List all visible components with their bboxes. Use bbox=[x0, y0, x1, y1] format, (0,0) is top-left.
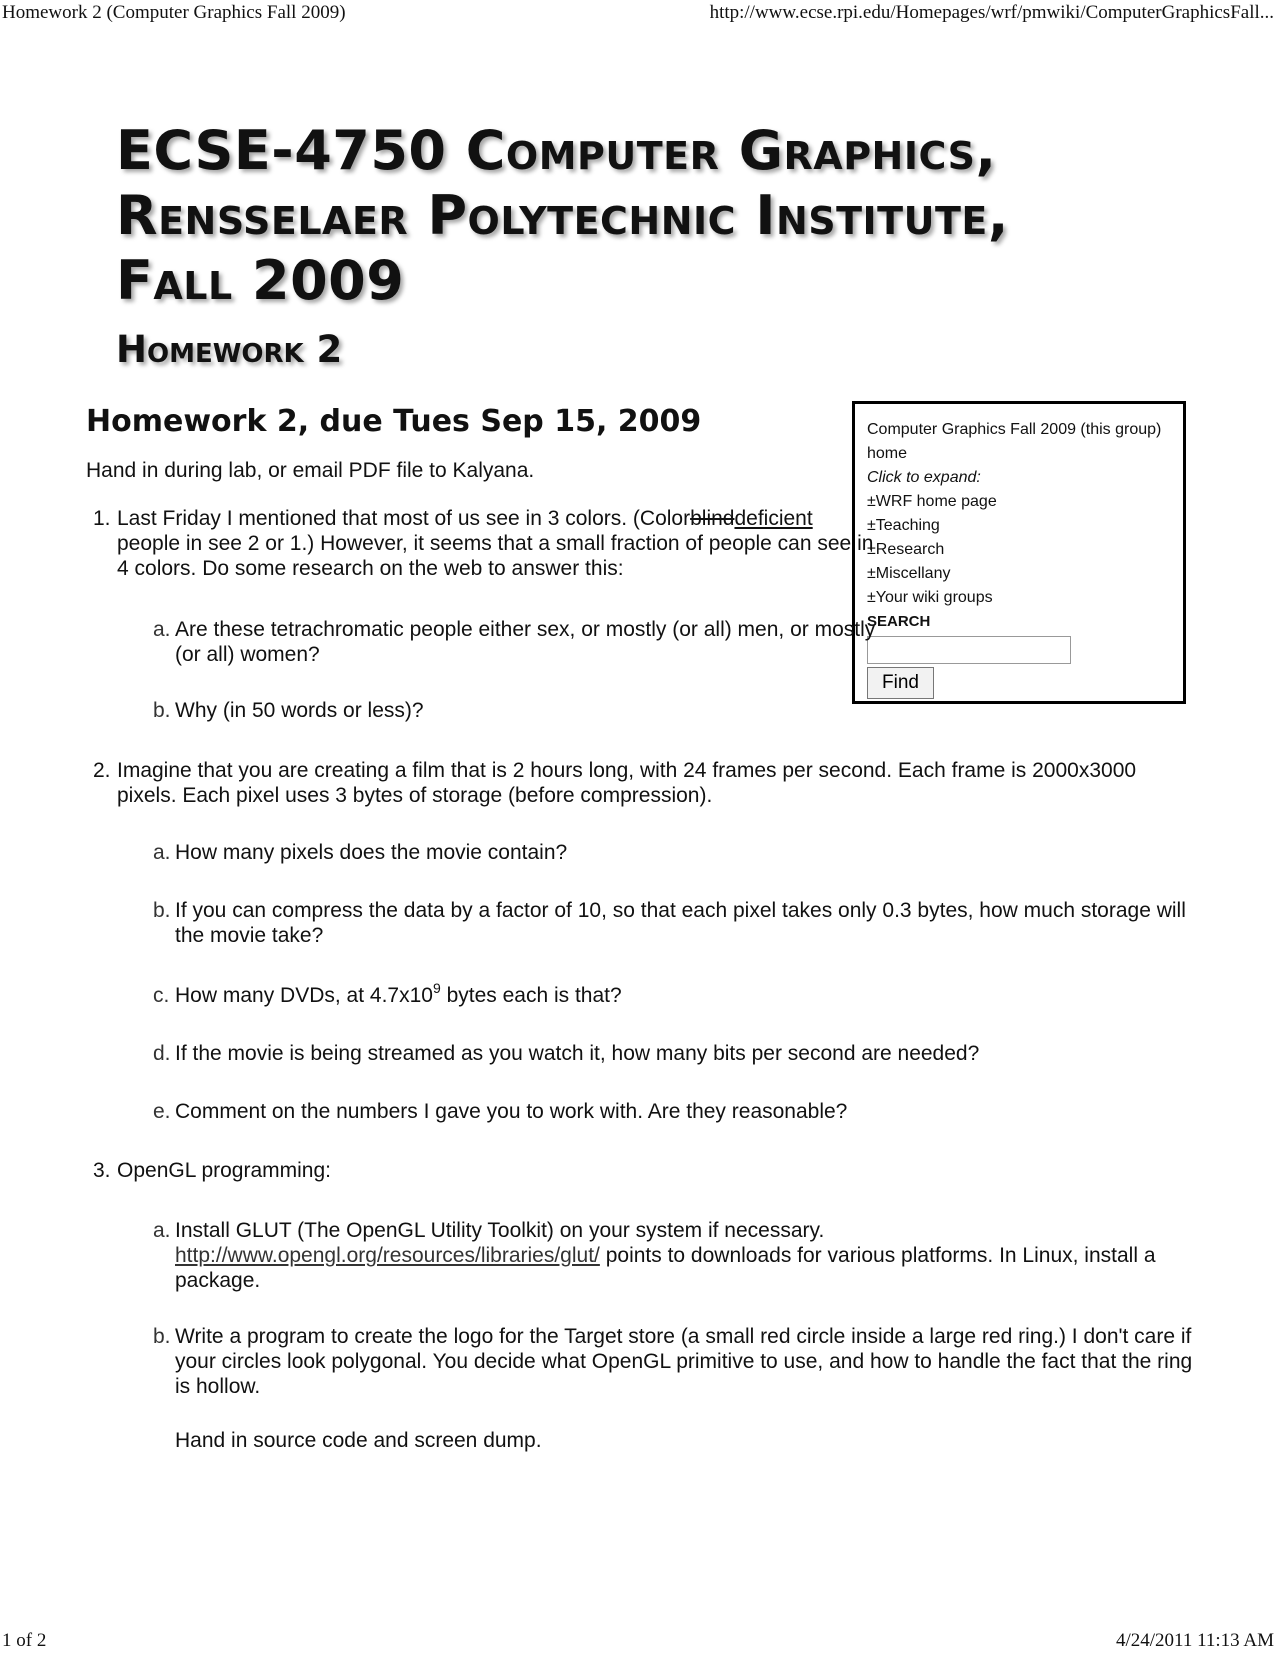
subquestion-2c bbox=[117, 980, 1196, 1008]
exponent: 9 bbox=[432, 980, 441, 996]
subquestion-text: Comment on the numbers I gave you to work with. Are they reasonable? bbox=[175, 1100, 848, 1123]
page-subtitle: Homework 2 bbox=[116, 328, 343, 371]
site-title-line-2: Rensselaer Polytechnic Institute, bbox=[116, 184, 1009, 247]
subquestion-text: Write a program to create the logo for the Target store (a small red circle inside a large red ring.) I don't care if your circles look polygonal. You decide what OpenGL primitive to use, and how to handle the fact that the ring is hollow. bbox=[175, 1325, 1193, 1398]
site-title bbox=[116, 118, 1009, 313]
site-title-line-1: ECSE-4750 Computer Graphics, bbox=[116, 119, 997, 182]
subquestion-2a bbox=[117, 840, 1196, 865]
glut-download-link[interactable]: http://www.opengl.org/resources/libraries/glut/ bbox=[175, 1244, 600, 1267]
sidebar-item-wrf-home[interactable]: ±WRF home page bbox=[867, 493, 997, 510]
subquestion-text: How many pixels does the movie contain? bbox=[175, 841, 568, 864]
print-header-url: http://www.ecse.rpi.edu/Homepages/wrf/pmwiki/ComputerGraphicsFall... bbox=[709, 2, 1274, 23]
print-header-title: Homework 2 (Computer Graphics Fall 2009) bbox=[2, 2, 346, 23]
subquestion-text: How many DVDs, at $4.7x10^9$ bytes each is that? bbox=[175, 980, 622, 1007]
question-1 bbox=[86, 506, 877, 723]
sidebar-item-miscellany[interactable]: ±Miscellany bbox=[867, 565, 951, 582]
question-text: Imagine that you are creating a film that is 2 hours long, with 24 frames per second. Each frame is 2000x3000 pixels. Each pixel uses 3 bytes of storage (before compression). bbox=[117, 759, 1137, 807]
sidebar-expand-note: Click to expand: bbox=[867, 469, 981, 486]
intro-text: Hand in during lab, or email PDF file to Kalyana. bbox=[86, 459, 535, 482]
subquestion-list bbox=[117, 1218, 1196, 1453]
site-title-line-3: Fall 2009 bbox=[116, 249, 405, 312]
question-number: 2. bbox=[93, 759, 111, 782]
hand-in-note: Hand in source code and screen dump. bbox=[175, 1429, 542, 1452]
subquestion-label: a. bbox=[153, 841, 171, 864]
find-button[interactable]: Find bbox=[867, 667, 934, 699]
print-footer bbox=[0, 1630, 1280, 1654]
sidebar-item-wiki-groups[interactable]: ±Your wiki groups bbox=[867, 589, 993, 606]
question-3 bbox=[86, 1158, 1196, 1453]
question-text: OpenGL programming: bbox=[117, 1159, 331, 1182]
main-content bbox=[86, 400, 1196, 1453]
inserted-word: deficient bbox=[734, 507, 813, 530]
homework-heading: Homework 2, due Tues Sep 15, 2009 bbox=[86, 404, 702, 439]
subquestion-label: d. bbox=[153, 1042, 171, 1065]
question-text: Last Friday I mentioned that most of us see in 3 colors. (Colorblinddeficient people in see 2 or 1.) However, it seems that a small fraction of people can see in 4 colors. Do some research on the web to answer this: bbox=[117, 507, 874, 580]
subquestion-label: b. bbox=[153, 1325, 171, 1348]
sidebar-home-link[interactable]: Computer Graphics Fall 2009 (this group) home bbox=[867, 421, 1162, 462]
subquestion-2e bbox=[117, 1099, 1196, 1124]
subquestion-text: If you can compress the data by a factor of 10, so that each pixel takes only 0.3 bytes, how much storage will the movie take? bbox=[175, 899, 1186, 947]
print-timestamp: 4/24/2011 11:13 AM bbox=[1116, 1630, 1274, 1651]
print-header bbox=[0, 2, 1280, 26]
question-number: 1. bbox=[93, 507, 111, 530]
subquestion-label: c. bbox=[153, 984, 170, 1007]
subquestion-text: Install GLUT (The OpenGL Utility Toolkit) on your system if necessary. http://www.opengl.org/resources/libraries/glut/ points to downloads for various platforms. In Linux, install a package. bbox=[175, 1219, 1156, 1292]
sidebar-item-research[interactable]: ±Research bbox=[867, 541, 945, 558]
subquestion-2d bbox=[117, 1041, 1196, 1066]
subquestion-text: Why (in 50 words or less)? bbox=[175, 699, 424, 722]
subquestion-list bbox=[117, 617, 877, 723]
page-number: 1 of 2 bbox=[2, 1630, 47, 1651]
subquestion-label: b. bbox=[153, 699, 171, 722]
subquestion-label: e. bbox=[153, 1100, 171, 1123]
search-label: SEARCH bbox=[867, 613, 931, 630]
subquestion-text: Are these tetrachromatic people either sex, or mostly (or all) men, or mostly (or all) women? bbox=[175, 618, 876, 666]
question-2 bbox=[86, 758, 1196, 1124]
subquestion-label: a. bbox=[153, 618, 171, 641]
subquestion-1b bbox=[117, 698, 877, 723]
subquestion-text: If the movie is being streamed as you watch it, how many bits per second are needed? bbox=[175, 1042, 980, 1065]
question-list bbox=[86, 506, 1196, 1453]
subquestion-3b bbox=[117, 1324, 1196, 1453]
subquestion-3a bbox=[117, 1218, 1196, 1293]
subquestion-list bbox=[117, 840, 1196, 1124]
subquestion-2b bbox=[117, 898, 1196, 948]
subquestion-1a bbox=[117, 617, 877, 667]
question-number: 3. bbox=[93, 1159, 111, 1182]
struck-word: blind bbox=[690, 507, 735, 530]
subquestion-label: a. bbox=[153, 1219, 171, 1242]
subquestion-label: b. bbox=[153, 899, 171, 922]
sidebar-item-teaching[interactable]: ±Teaching bbox=[867, 517, 940, 534]
